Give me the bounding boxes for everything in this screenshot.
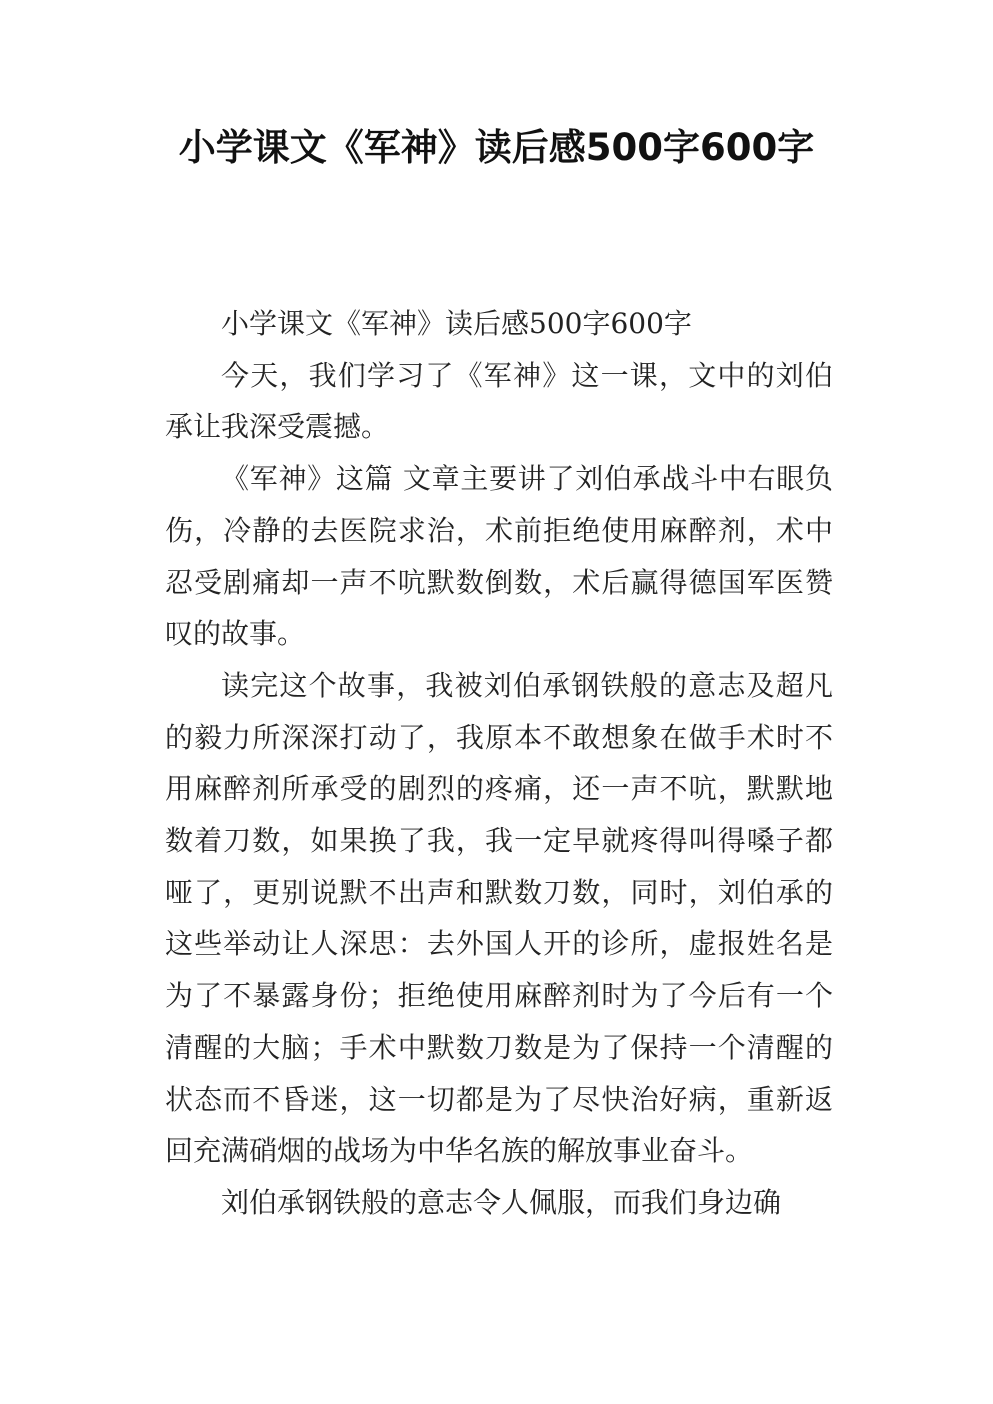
paragraph-reflection: 读完这个故事，我被刘伯承钢铁般的意志及超凡的毅力所深深打动了，我原本不敢想象在做手术时不用麻醉剂所承受的剧烈的疼痛，还一声不吭，默默地数着刀数，如果换了我，我一定早就疼得叫得嗓子都哑了，更别说默不出声和默数刀数，同时，刘伯承的这些举动让人深思：去外国人开的诊所，虚报姓名是为了不暴露身份；拒绝使用麻醉剂时为了今后有一个清醒的大脑；手术中默数刀数是为了保持一个清醒的状态而不昏迷，这一切都是为了尽快治好病，重新返回充满硝烟的战场为中华名族的解放事业奋斗。	[165, 668, 833, 1168]
document-body	[165, 298, 833, 1229]
document-title: 小学课文《军神》读后感500字600字	[178, 126, 815, 169]
paragraph-summary: 《军神》这篇 文章主要讲了刘伯承战斗中右眼负伤，冷静的去医院求治，术前拒绝使用麻醉剂，术中忍受剧痛却一声不吭默数倒数，术后赢得德国军医赞叹的故事。	[165, 462, 833, 651]
paragraph-heading-repeat: 小学课文《军神》读后感500字600字	[221, 307, 692, 340]
paragraph-closing: 刘伯承钢铁般的意志令人佩服，而我们身边确	[221, 1185, 782, 1219]
paragraph-intro: 今天，我们学习了《军神》这一课，文中的刘伯承让我深受震撼。	[165, 358, 833, 444]
